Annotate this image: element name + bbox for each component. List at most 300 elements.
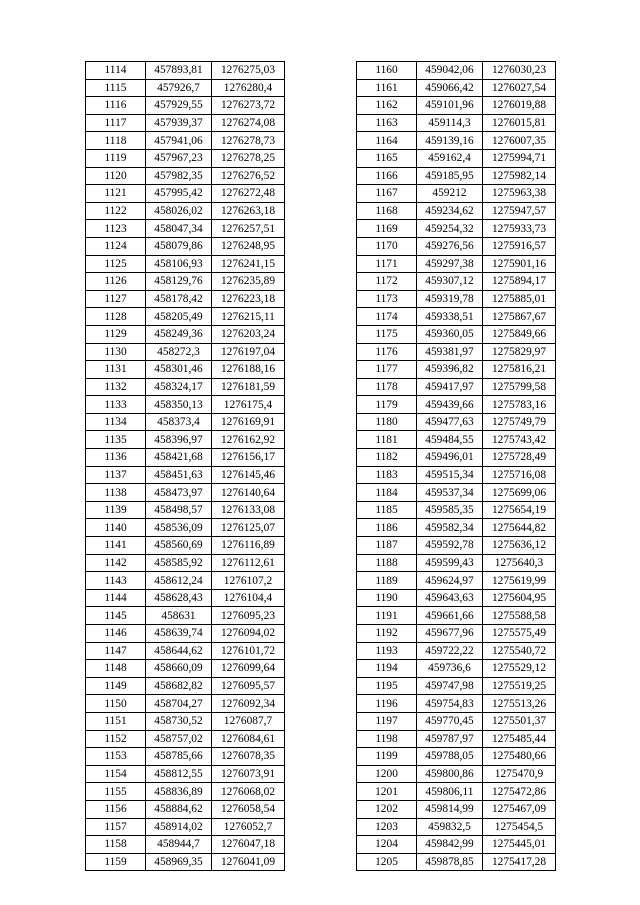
table-row [86,625,285,643]
table-row [357,237,556,255]
table-row [86,325,285,343]
x-coordinate-cell: 458757,02 [146,730,212,748]
point-number-cell: 1142 [86,554,146,572]
x-coordinate-cell: 458129,76 [146,273,212,291]
y-coordinate-cell: 1275743,42 [483,431,556,449]
point-number-cell: 1157 [86,818,146,836]
x-coordinate-cell: 459747,98 [417,677,483,695]
x-coordinate-cell: 458730,52 [146,712,212,730]
y-coordinate-cell: 1275829,97 [483,343,556,361]
y-coordinate-cell: 1276276,52 [212,167,285,185]
x-coordinate-cell: 458473,97 [146,484,212,502]
y-coordinate-cell: 1275640,3 [483,554,556,572]
table-row [86,290,285,308]
table-row [86,431,285,449]
y-coordinate-cell: 1276257,51 [212,220,285,238]
table-row [86,62,285,80]
x-coordinate-cell: 458969,35 [146,853,212,871]
x-coordinate-cell: 459338,51 [417,308,483,326]
table-row [357,325,556,343]
table-row [357,378,556,396]
point-number-cell: 1171 [357,255,417,273]
x-coordinate-cell: 458396,97 [146,431,212,449]
x-coordinate-cell: 459477,63 [417,413,483,431]
y-coordinate-cell: 1276278,25 [212,149,285,167]
point-number-cell: 1161 [357,79,417,97]
point-number-cell: 1131 [86,361,146,379]
table-row [86,607,285,625]
x-coordinate-cell: 459381,97 [417,343,483,361]
point-number-cell: 1181 [357,431,417,449]
x-coordinate-cell: 459585,35 [417,501,483,519]
table-row [86,660,285,678]
point-number-cell: 1168 [357,202,417,220]
x-coordinate-cell: 459643,63 [417,589,483,607]
point-number-cell: 1137 [86,466,146,484]
coordinates-table-left [85,61,285,871]
y-coordinate-cell: 1275849,66 [483,325,556,343]
x-coordinate-cell: 457929,55 [146,97,212,115]
y-coordinate-cell: 1275619,99 [483,572,556,590]
table-row [86,273,285,291]
point-number-cell: 1162 [357,97,417,115]
x-coordinate-cell: 458373,4 [146,413,212,431]
table-row [86,149,285,167]
point-number-cell: 1203 [357,818,417,836]
y-coordinate-cell: 1275485,44 [483,730,556,748]
y-coordinate-cell: 1276140,64 [212,484,285,502]
x-coordinate-cell: 457982,35 [146,167,212,185]
y-coordinate-cell: 1276278,73 [212,132,285,150]
point-number-cell: 1141 [86,537,146,555]
point-number-cell: 1185 [357,501,417,519]
y-coordinate-cell: 1276169,91 [212,413,285,431]
x-coordinate-cell: 459484,55 [417,431,483,449]
x-coordinate-cell: 457893,81 [146,62,212,80]
point-number-cell: 1182 [357,449,417,467]
point-number-cell: 1205 [357,853,417,871]
table-row [357,695,556,713]
x-coordinate-cell: 458178,42 [146,290,212,308]
table-row [86,97,285,115]
y-coordinate-cell: 1275933,73 [483,220,556,238]
x-coordinate-cell: 459101,96 [417,97,483,115]
point-number-cell: 1140 [86,519,146,537]
point-number-cell: 1146 [86,625,146,643]
point-number-cell: 1166 [357,167,417,185]
x-coordinate-cell: 459842,99 [417,836,483,854]
y-coordinate-cell: 1276041,09 [212,853,285,871]
y-coordinate-cell: 1276223,18 [212,290,285,308]
table-row [357,572,556,590]
point-number-cell: 1170 [357,237,417,255]
table-row [357,607,556,625]
y-coordinate-cell: 1275783,16 [483,396,556,414]
table-row [86,712,285,730]
point-number-cell: 1150 [86,695,146,713]
point-number-cell: 1199 [357,748,417,766]
point-number-cell: 1126 [86,273,146,291]
x-coordinate-cell: 457941,06 [146,132,212,150]
point-number-cell: 1123 [86,220,146,238]
x-coordinate-cell: 458682,82 [146,677,212,695]
point-number-cell: 1197 [357,712,417,730]
point-number-cell: 1149 [86,677,146,695]
x-coordinate-cell: 458884,62 [146,800,212,818]
y-coordinate-cell: 1275501,37 [483,712,556,730]
x-coordinate-cell: 458106,93 [146,255,212,273]
point-number-cell: 1155 [86,783,146,801]
x-coordinate-cell: 459496,01 [417,449,483,467]
x-coordinate-cell: 458704,27 [146,695,212,713]
table-row [357,783,556,801]
y-coordinate-cell: 1275604,95 [483,589,556,607]
y-coordinate-cell: 1275467,09 [483,800,556,818]
x-coordinate-cell: 458812,55 [146,765,212,783]
table-row [86,537,285,555]
point-number-cell: 1193 [357,642,417,660]
point-number-cell: 1156 [86,800,146,818]
table-row [86,800,285,818]
table-row [357,712,556,730]
table-row [357,413,556,431]
table-row [86,818,285,836]
point-number-cell: 1144 [86,589,146,607]
x-coordinate-cell: 457995,42 [146,185,212,203]
table-row [86,202,285,220]
x-coordinate-cell: 459307,12 [417,273,483,291]
x-coordinate-cell: 458421,68 [146,449,212,467]
table-row [86,783,285,801]
point-number-cell: 1184 [357,484,417,502]
y-coordinate-cell: 1275963,38 [483,185,556,203]
table-row [357,800,556,818]
point-number-cell: 1165 [357,149,417,167]
point-number-cell: 1120 [86,167,146,185]
y-coordinate-cell: 1276107,2 [212,572,285,590]
x-coordinate-cell: 459114,3 [417,114,483,132]
x-coordinate-cell: 459800,86 [417,765,483,783]
point-number-cell: 1136 [86,449,146,467]
y-coordinate-cell: 1275885,01 [483,290,556,308]
table-row [357,114,556,132]
point-number-cell: 1114 [86,62,146,80]
y-coordinate-cell: 1276273,72 [212,97,285,115]
coordinates-table-right [356,61,556,871]
y-coordinate-cell: 1275480,66 [483,748,556,766]
point-number-cell: 1167 [357,185,417,203]
point-number-cell: 1198 [357,730,417,748]
y-coordinate-cell: 1275519,25 [483,677,556,695]
y-coordinate-cell: 1275699,06 [483,484,556,502]
y-coordinate-cell: 1276125,07 [212,519,285,537]
point-number-cell: 1164 [357,132,417,150]
point-number-cell: 1202 [357,800,417,818]
table-row [86,519,285,537]
y-coordinate-cell: 1276095,23 [212,607,285,625]
y-coordinate-cell: 1276094,02 [212,625,285,643]
table-row [357,62,556,80]
y-coordinate-cell: 1276145,46 [212,466,285,484]
y-coordinate-cell: 1276104,4 [212,589,285,607]
point-number-cell: 1130 [86,343,146,361]
table-row [357,625,556,643]
point-number-cell: 1180 [357,413,417,431]
table-row [357,167,556,185]
y-coordinate-cell: 1275982,14 [483,167,556,185]
y-coordinate-cell: 1276101,72 [212,642,285,660]
x-coordinate-cell: 459417,97 [417,378,483,396]
x-coordinate-cell: 458628,43 [146,589,212,607]
point-number-cell: 1200 [357,765,417,783]
x-coordinate-cell: 459754,83 [417,695,483,713]
table-row [357,537,556,555]
x-coordinate-cell: 459661,66 [417,607,483,625]
table-row [357,290,556,308]
table-row [357,642,556,660]
x-coordinate-cell: 459677,96 [417,625,483,643]
table-row [86,730,285,748]
point-number-cell: 1187 [357,537,417,555]
point-number-cell: 1147 [86,642,146,660]
point-number-cell: 1169 [357,220,417,238]
y-coordinate-cell: 1275994,71 [483,149,556,167]
y-coordinate-cell: 1275417,28 [483,853,556,871]
y-coordinate-cell: 1275636,12 [483,537,556,555]
y-coordinate-cell: 1276058,54 [212,800,285,818]
x-coordinate-cell: 459832,5 [417,818,483,836]
point-number-cell: 1115 [86,79,146,97]
point-number-cell: 1133 [86,396,146,414]
x-coordinate-cell: 457939,37 [146,114,212,132]
y-coordinate-cell: 1275901,16 [483,255,556,273]
point-number-cell: 1179 [357,396,417,414]
table-row [86,642,285,660]
point-number-cell: 1134 [86,413,146,431]
y-coordinate-cell: 1276027,54 [483,79,556,97]
x-coordinate-cell: 458205,49 [146,308,212,326]
table-row [357,449,556,467]
x-coordinate-cell: 458612,24 [146,572,212,590]
table-row [86,695,285,713]
table-row [86,449,285,467]
table-row [86,185,285,203]
point-number-cell: 1119 [86,149,146,167]
table-row [357,185,556,203]
y-coordinate-cell: 1276197,04 [212,343,285,361]
y-coordinate-cell: 1275916,57 [483,237,556,255]
x-coordinate-cell: 459787,97 [417,730,483,748]
y-coordinate-cell: 1276263,18 [212,202,285,220]
table-row [86,677,285,695]
y-coordinate-cell: 1275816,21 [483,361,556,379]
x-coordinate-cell: 458660,09 [146,660,212,678]
table-row [357,255,556,273]
point-number-cell: 1201 [357,783,417,801]
y-coordinate-cell: 1276275,03 [212,62,285,80]
table-row [357,343,556,361]
y-coordinate-cell: 1276203,24 [212,325,285,343]
x-coordinate-cell: 458324,17 [146,378,212,396]
table-row [86,484,285,502]
table-row [86,308,285,326]
point-number-cell: 1163 [357,114,417,132]
table-row [86,853,285,871]
y-coordinate-cell: 1275867,67 [483,308,556,326]
point-number-cell: 1194 [357,660,417,678]
x-coordinate-cell: 459185,95 [417,167,483,185]
y-coordinate-cell: 1275654,19 [483,501,556,519]
point-number-cell: 1125 [86,255,146,273]
y-coordinate-cell: 1275728,49 [483,449,556,467]
y-coordinate-cell: 1276133,08 [212,501,285,519]
table-row [86,554,285,572]
y-coordinate-cell: 1276116,89 [212,537,285,555]
y-coordinate-cell: 1275588,58 [483,607,556,625]
table-row [86,132,285,150]
x-coordinate-cell: 459624,97 [417,572,483,590]
table-row [86,378,285,396]
point-number-cell: 1153 [86,748,146,766]
x-coordinate-cell: 458272,3 [146,343,212,361]
point-number-cell: 1183 [357,466,417,484]
table-row [86,748,285,766]
point-number-cell: 1204 [357,836,417,854]
x-coordinate-cell: 459582,34 [417,519,483,537]
x-coordinate-cell: 457967,23 [146,149,212,167]
table-row [357,273,556,291]
y-coordinate-cell: 1275470,9 [483,765,556,783]
x-coordinate-cell: 458944,7 [146,836,212,854]
y-coordinate-cell: 1276280,4 [212,79,285,97]
x-coordinate-cell: 459599,43 [417,554,483,572]
x-coordinate-cell: 459212 [417,185,483,203]
table-row [357,765,556,783]
y-coordinate-cell: 1275529,12 [483,660,556,678]
point-number-cell: 1158 [86,836,146,854]
point-number-cell: 1135 [86,431,146,449]
y-coordinate-cell: 1276248,95 [212,237,285,255]
y-coordinate-cell: 1276188,16 [212,361,285,379]
table-row [357,308,556,326]
point-number-cell: 1121 [86,185,146,203]
table-row [86,466,285,484]
y-coordinate-cell: 1276156,17 [212,449,285,467]
y-coordinate-cell: 1275644,82 [483,519,556,537]
y-coordinate-cell: 1276274,08 [212,114,285,132]
y-coordinate-cell: 1276078,35 [212,748,285,766]
table-row [86,589,285,607]
table-row [357,149,556,167]
point-number-cell: 1148 [86,660,146,678]
table-row [86,220,285,238]
y-coordinate-cell: 1276162,92 [212,431,285,449]
y-coordinate-cell: 1275445,01 [483,836,556,854]
x-coordinate-cell: 459814,99 [417,800,483,818]
point-number-cell: 1173 [357,290,417,308]
table-row [357,660,556,678]
x-coordinate-cell: 459066,42 [417,79,483,97]
x-coordinate-cell: 459396,82 [417,361,483,379]
table-row [357,730,556,748]
y-coordinate-cell: 1276087,7 [212,712,285,730]
table-row [86,396,285,414]
table-row [357,748,556,766]
point-number-cell: 1175 [357,325,417,343]
table-row [86,114,285,132]
table-row [357,554,556,572]
x-coordinate-cell: 459537,34 [417,484,483,502]
y-coordinate-cell: 1276047,18 [212,836,285,854]
x-coordinate-cell: 459736,6 [417,660,483,678]
x-coordinate-cell: 458631 [146,607,212,625]
x-coordinate-cell: 459878,85 [417,853,483,871]
table-row [357,466,556,484]
x-coordinate-cell: 458536,09 [146,519,212,537]
point-number-cell: 1124 [86,237,146,255]
point-number-cell: 1159 [86,853,146,871]
x-coordinate-cell: 459360,05 [417,325,483,343]
y-coordinate-cell: 1276019,88 [483,97,556,115]
x-coordinate-cell: 458785,66 [146,748,212,766]
x-coordinate-cell: 459788,05 [417,748,483,766]
table-row [86,167,285,185]
y-coordinate-cell: 1276052,7 [212,818,285,836]
point-number-cell: 1189 [357,572,417,590]
y-coordinate-cell: 1276084,61 [212,730,285,748]
point-number-cell: 1195 [357,677,417,695]
x-coordinate-cell: 458644,62 [146,642,212,660]
point-number-cell: 1129 [86,325,146,343]
y-coordinate-cell: 1276015,81 [483,114,556,132]
point-number-cell: 1174 [357,308,417,326]
table-row [357,97,556,115]
table-row [357,589,556,607]
table-row [86,572,285,590]
table-body [357,62,556,871]
table-row [357,361,556,379]
y-coordinate-cell: 1275454,5 [483,818,556,836]
y-coordinate-cell: 1276235,89 [212,273,285,291]
table-row [86,255,285,273]
y-coordinate-cell: 1276241,15 [212,255,285,273]
y-coordinate-cell: 1276181,59 [212,378,285,396]
y-coordinate-cell: 1275894,17 [483,273,556,291]
y-coordinate-cell: 1275716,08 [483,466,556,484]
table-row [357,132,556,150]
x-coordinate-cell: 458639,74 [146,625,212,643]
x-coordinate-cell: 458836,89 [146,783,212,801]
x-coordinate-cell: 459254,32 [417,220,483,238]
point-number-cell: 1160 [357,62,417,80]
x-coordinate-cell: 459162,4 [417,149,483,167]
x-coordinate-cell: 459297,38 [417,255,483,273]
x-coordinate-cell: 458585,92 [146,554,212,572]
table-row [357,836,556,854]
point-number-cell: 1191 [357,607,417,625]
x-coordinate-cell: 459515,34 [417,466,483,484]
x-coordinate-cell: 458451,63 [146,466,212,484]
table-row [357,431,556,449]
table-row [86,836,285,854]
table-row [86,765,285,783]
point-number-cell: 1192 [357,625,417,643]
point-number-cell: 1127 [86,290,146,308]
x-coordinate-cell: 458498,57 [146,501,212,519]
y-coordinate-cell: 1275749,79 [483,413,556,431]
table-row [357,677,556,695]
y-coordinate-cell: 1276095,57 [212,677,285,695]
